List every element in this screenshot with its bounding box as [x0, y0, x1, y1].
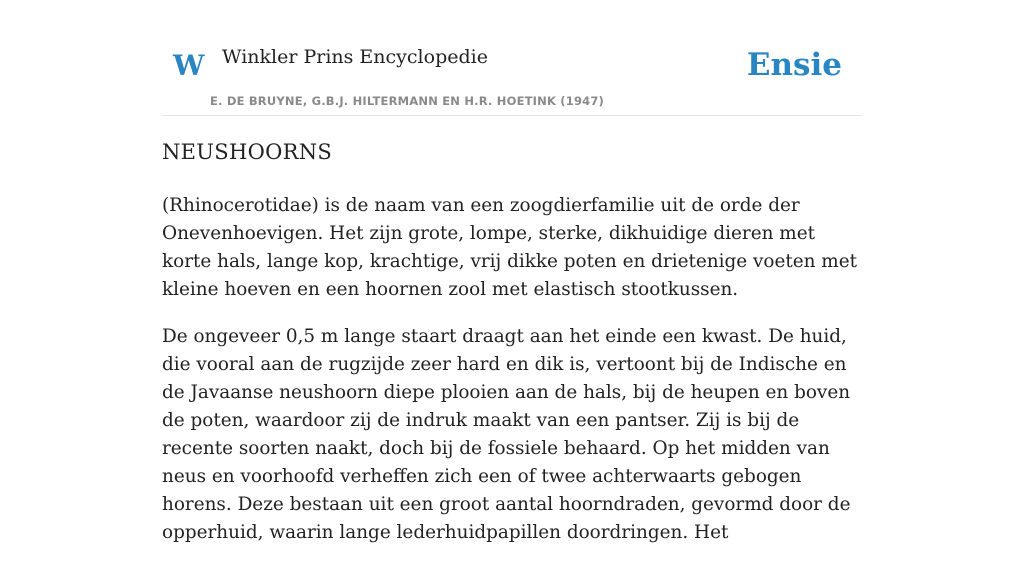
article-body: [162, 192, 862, 566]
site-title[interactable]: Winkler Prins Encyclopedie: [222, 46, 488, 68]
entry-title: NEUSHOORNS: [162, 140, 333, 164]
article-paragraph: (Rhinocerotidae) is de naam van een zoogdierfamilie uit de orde der Onevenhoevigen. Het zijn grote, lompe, sterke, dikhuidige dieren met korte hals, lange kop, krachtige, vrij dikke poten en drietenige voeten met kleine hoeven en een hoornen zool met elastisch stootkussen.: [162, 195, 858, 300]
winkler-prins-logo[interactable]: W: [173, 49, 205, 82]
ensie-logo[interactable]: Ensie: [746, 47, 842, 83]
authors-line: E. DE BRUYNE, G.B.J. HILTERMANN EN H.R. HOETINK (1947): [210, 94, 605, 108]
article-paragraph: De ongeveer 0,5 m lange staart draagt aan het einde een kwast. De huid, die vooral aan de rugzijde zeer hard en dik is, vertoont bij de Indische en de Javaanse neushoorn diepe plooien aan de hals, bij de heupen en boven de poten, waardoor zij de indruk maakt van een pantser. Zij is bij de recente soorten naakt, doch bij de fossiele behaard. Op het midden van neus en voorhoofd verheffen zich een of twee achterwaarts gebogen horens. Deze bestaan uit een groot aantal hoorndraden, gevormd door de opperhuid, waarin lange lederhuidpapillen doordringen. Het: [162, 326, 851, 543]
header: [162, 0, 862, 116]
page: [162, 0, 862, 543]
